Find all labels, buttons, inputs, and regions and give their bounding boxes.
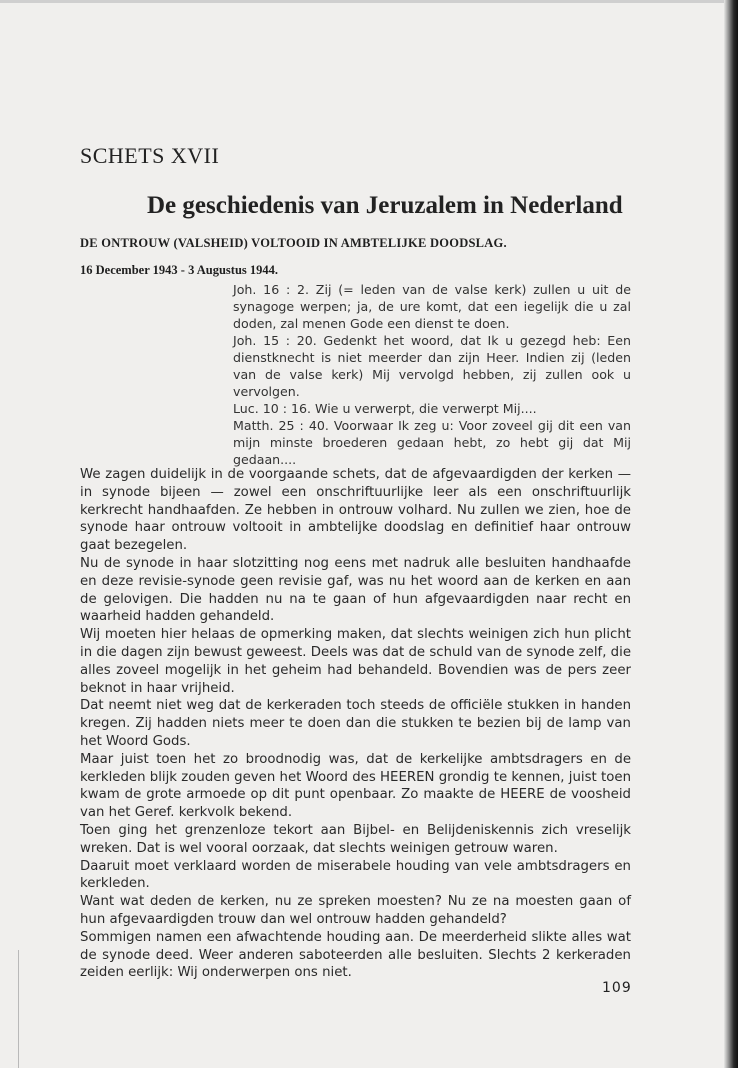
paragraph: Maar juist toen het zo broodnodig was, dat de kerkelijke ambtsdragers en de kerkleden blijk zouden geven het Woord des HEEREN grondig te kennen, juist toen kwam de grote armoede op dit punt openbaar. Zo maakte de HEERE de voosheid van het Geref. kerkvolk bekend. (80, 751, 631, 821)
scripture-quote: Joh. 16 : 2. Zij (= leden van de valse kerk) zullen u uit de synagoge werpen; ja, de ure komt, dat een iegelijk die u zal doden, zal menen Gode een dienst te doen. (233, 282, 631, 331)
paragraph: Daaruit moet verklaard worden de miserabele houding van vele ambtsdragers en kerkleden. (80, 858, 631, 892)
page-spine-shadow (724, 0, 738, 1068)
scripture-quotes (233, 281, 631, 468)
chapter-heading: SCHETS XVII (80, 143, 220, 168)
body-text (80, 466, 631, 982)
page-title: De geschiedenis van Jeruzalem in Nederland (147, 192, 623, 219)
paragraph: Sommigen namen een afwachtende houding aan. De meerderheid slikte alles wat de synode deed. Weer anderen saboteerden alle besluiten. Slechts 2 kerkeraden zeiden eerlijk: Wij onderwerpen ons niet. (80, 929, 631, 981)
page-number: 109 (602, 980, 632, 996)
scripture-quote: Luc. 10 : 16. Wie u verwerpt, die verwerpt Mij.... (233, 401, 537, 416)
paragraph: Wij moeten hier helaas de opmerking maken, dat slechts weinigen zich hun plicht in die dagen zijn bewust geweest. Deels was dat de schuld van de synode zelf, die alles zoveel mogelijk in het geheim had behandeld. Bovendien was de pers zeer beknot in haar vrijheid. (80, 627, 631, 696)
subtitle: DE ONTROUW (VALSHEID) VOLTOOID IN AMBTELIJKE DOODSLAG. (80, 236, 507, 250)
paragraph: Toen ging het grenzenloze tekort aan Bijbel- en Belijdeniskennis zich vreselijk wreken. Dat is wel vooral oorzaak, dat slechts weinigen getrouw waren. (80, 822, 631, 856)
paragraph: We zagen duidelijk in de voorgaande schets, dat de afgevaardigden der kerken — in synode bijeen — zowel een onschriftuurlijke leer als een onschriftuurlijk kerkrecht handhaafden. Ze hebben in ontrouw volhard. Nu zullen we zien, hoe de synode haar ontrouw voltooit in ambtelijke doodslag en definitief haar ontrouw gaat bezegelen. (80, 467, 631, 554)
paragraph: Dat neemt niet weg dat de kerkeraden toch steeds de officiële stukken in handen kregen. Zij hadden niets meer te doen dan die stukken te bezien bij de lamp van het Woord Gods. (80, 698, 631, 749)
scripture-quote: Joh. 15 : 20. Gedenkt het woord, dat Ik u gezegd heb: Een dienstknecht is niet meerder dan zijn Heer. Indien zij (leden van de valse kerk) Mij vervolgd hebben, zij zullen ook u vervolgen. (233, 333, 631, 399)
date-range: 16 December 1943 - 3 Augustus 1944. (80, 263, 279, 277)
paragraph: Want wat deden de kerken, nu ze spreken moesten? Nu ze na moesten gaan of hun afgevaardigden trouw dan wel ontrouw hadden gehandeld? (80, 894, 631, 927)
scripture-quote: Matth. 25 : 40. Voorwaar Ik zeg u: Voor zoveel gij dit een van mijn minste broederen gedaan hebt, zo hebt gij dat Mij gedaan.... (233, 418, 631, 467)
paragraph: Nu de synode in haar slotzitting nog eens met nadruk alle besluiten handhaafde en deze revisie-synode geen revisie gaf, was nu het woord aan de kerken en aan de gelovigen. Die hadden nu na te gaan of hun afgevaardigden naar recht en waarheid hadden gehandeld. (80, 555, 631, 625)
